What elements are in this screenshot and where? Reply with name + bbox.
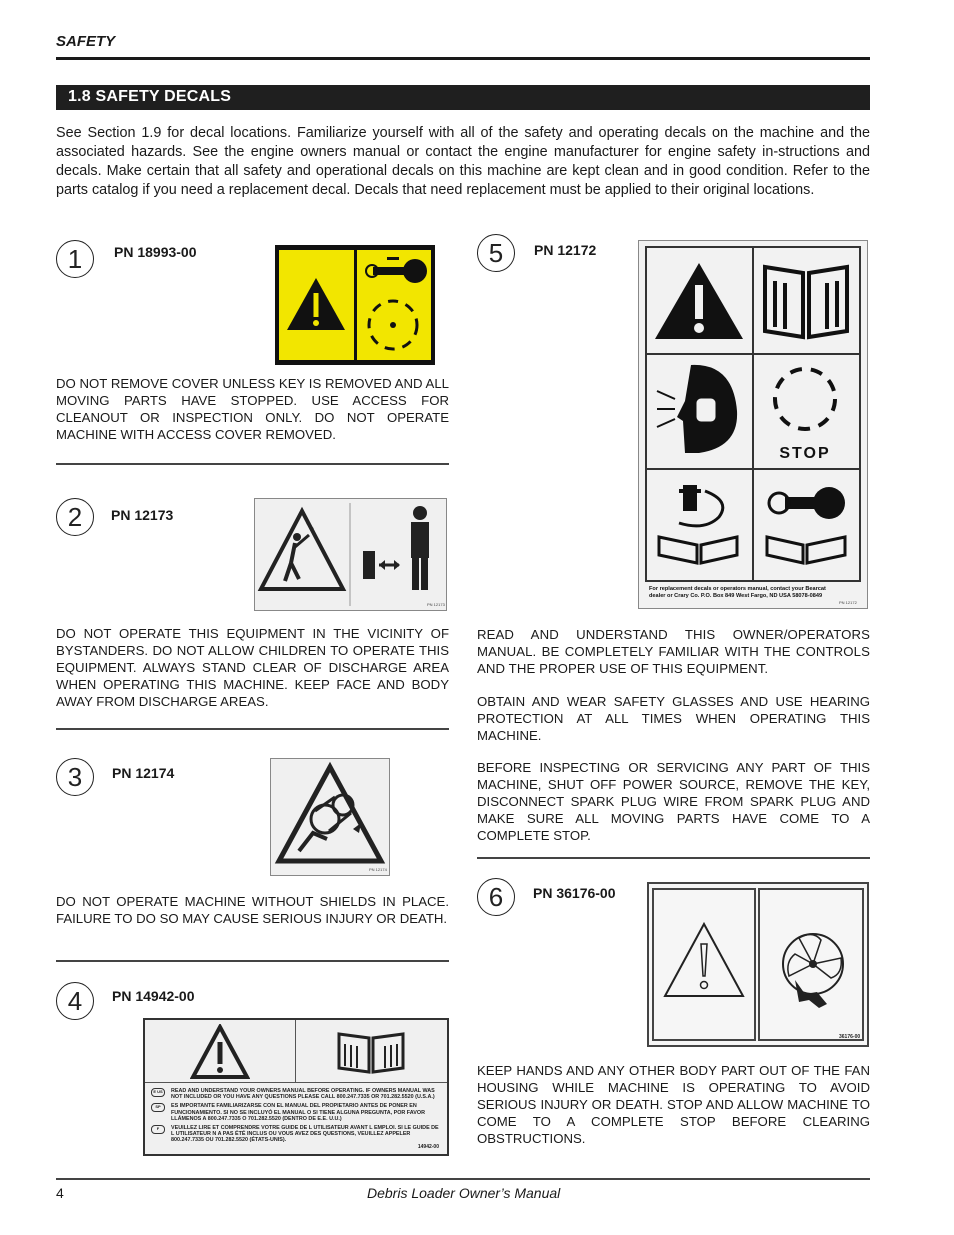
divider — [56, 960, 449, 962]
decal-text-2: DO NOT OPERATE THIS EQUIPMENT IN THE VICINITY OF BYSTANDERS. DO NOT ALLOW CHILDREN TO OPERATE THIS EQUIPMENT. ALWAYS STAND CLEAR OF DISCHARGE AREA WHEN OPERATING THIS MACHINE. KEEP FACE AND BODY AWAY FROM DISCHARGE AREAS. — [56, 626, 449, 709]
decal-text-5b: OBTAIN AND WEAR SAFETY GLASSES AND USE HEARING PROTECTION AT ALL TIMES WHEN OPERATING THIS MACHINE. — [477, 694, 870, 743]
decal-pn-3: PN 12174 — [112, 765, 175, 781]
decal-number-5: 5 — [477, 234, 515, 272]
decal-number-3: 3 — [56, 758, 94, 796]
decal-line-en: READ AND UNDERSTAND YOUR OWNERS MANUAL BEFORE OPERATING. IF OWNERS MANUAL WAS NOT INCLUDED OR YOU HAVE ANY QUESTIONS PLEASE CALL 800.247.7335 OR 701.282.5520 (U.S.A.) — [171, 1088, 435, 1101]
decal-code-3: PN 12174 — [369, 867, 387, 872]
running-header: SAFETY — [56, 33, 116, 50]
manual-book-icon — [335, 1028, 407, 1076]
intro-paragraph: See Section 1.9 for decal locations. Familiarize yourself with all of the safety and operating decals on the machine and the associated hazards. See the engine owners manual or contact the engine manufacturer for engine safety in-structions and decals. Make certain that all safety and operational decals on this machine are kept clean and in good condition. Refer to the parts catalog if you need a replacement decal. Decals that need replacement must be applied to their original locations. — [56, 125, 870, 198]
section-title: 1.8 SAFETY DECALS — [68, 88, 232, 105]
decal-number-6: 6 — [477, 878, 515, 916]
divider — [56, 463, 449, 465]
decal-number-1: 1 — [56, 240, 94, 278]
decal-text-6: KEEP HANDS AND ANY OTHER BODY PART OUT OF THE FAN HOUSING WHILE MACHINE IS OPERATING TO AVOID SERIOUS INJURY OR DEATH. STOP AND ALLOW MACHINE TO COME TO A COMPLETE STOP BEFORE CLEARING OBSTRUCTIONS. — [477, 1063, 870, 1146]
decal-image-1 — [275, 245, 435, 365]
rotating-parts-icon — [775, 369, 835, 429]
decal-pn-5: PN 12172 — [534, 242, 597, 258]
decal-text-3: DO NOT OPERATE MACHINE WITHOUT SHIELDS IN PLACE. FAILURE TO DO SO MAY CAUSE SERIOUS INJURY OR DEATH. — [56, 894, 449, 926]
decal-image-6 — [647, 882, 869, 1047]
decal-code-6: 36176-00 — [839, 1034, 861, 1040]
decal-code-5: PN 12172 — [839, 600, 857, 605]
footer-rule — [56, 1178, 870, 1180]
decal-image-4 — [143, 1018, 449, 1156]
decal-code-2: PN 12173 — [427, 602, 445, 607]
decal-number-4: 4 — [56, 982, 94, 1020]
decal-image-5 — [638, 240, 868, 609]
thrown-object-warning-icon — [261, 511, 343, 589]
divider — [477, 857, 870, 859]
decal-footer-line-1: For replacement decals or operators manual, contact your Bearcat — [649, 586, 826, 592]
decal-pn-4: PN 14942-00 — [112, 988, 195, 1004]
divider — [56, 728, 449, 730]
language-badge-sp: SP — [151, 1103, 165, 1112]
decal-line-fr: VEUILLEZ LIRE ET COMPRENDRE VOTRE GUIDE DE L UTILISATEUR AVANT L EMPLOI. SI LE GUIDE DE L UTILISATEUR N A PAS ÉTÉ INCLUS OU VOUS AVEZ DES QUESTIONS, VEUILLEZ APPELER 800.247.7335 OU 701.282.5520 (ÉTATS-UNIS). — [171, 1125, 439, 1144]
warning-triangle-icon — [190, 1024, 250, 1080]
decal-text-5c: BEFORE INSPECTING OR SERVICING ANY PART OF THIS MACHINE, SHUT OFF POWER SOURCE, REMOVE THE KEY, DISCONNECT SPARK PLUG WIRE FROM SPARK PLUG AND MAKE SURE ALL MOVING PARTS HAVE COME TO A COMPLETE STOP. — [477, 760, 870, 843]
language-badge-fr: F — [151, 1125, 165, 1134]
warning-triangle-icon — [655, 263, 743, 339]
decal-number-2: 2 — [56, 498, 94, 536]
eye-ear-protection-icon — [657, 365, 737, 453]
key-removal-icon — [767, 487, 845, 563]
manual-title: Debris Loader Owner’s Manual — [367, 1185, 561, 1201]
spark-plug-disconnect-icon — [659, 485, 737, 563]
language-badge-en: E US — [151, 1088, 165, 1097]
decal-text-1: DO NOT REMOVE COVER UNLESS KEY IS REMOVED AND ALL MOVING PARTS HAVE STOPPED. USE ACCESS FOR CLEANOUT OR INSPECTION ONLY. DO NOT OPERATE MACHINE WITH ACCESS COVER REMOVED. — [56, 376, 449, 442]
decal-text-5a: READ AND UNDERSTAND THIS OWNER/OPERATORS MANUAL. BE COMPLETELY FAMILIAR WITH THE CONTROLS AND THE PROPER USE OF THIS EQUIPMENT. — [477, 627, 870, 676]
decal-footer-line-2: dealer or Crary Co. P.O. Box 849 West Fargo, ND USA 58078-0849 — [649, 593, 823, 599]
stop-label: STOP — [779, 445, 831, 462]
decal-image-3 — [270, 758, 390, 876]
decal-pn-6: PN 36176-00 — [533, 885, 616, 901]
belt-entanglement-warning-icon — [279, 767, 381, 861]
header-rule — [56, 57, 870, 60]
manual-book-icon — [765, 267, 847, 337]
decal-image-2 — [254, 498, 447, 611]
fan-blade-hand-icon — [783, 934, 843, 1008]
decal-pn-1: PN 18993-00 — [114, 244, 197, 260]
decal-pn-2: PN 12173 — [111, 507, 174, 523]
decal-code-4: 14942-00 — [417, 1144, 439, 1150]
keep-distance-icon — [363, 506, 429, 590]
decal-line-sp: ES IMPORTANTE FAMILIARIZARSE CON EL MANUAL DEL PROPIETARIO ANTES DE PONER EN FUNCIONAMIENTO. SI NO SE INCLUYÓ EL MANUAL O SI TIENE ALGUNA PREGUNTA, POR FAVOR LLÁMENOS A 800.247.7335 O 701.282.5520 (DENTRO DE E.E. U.U.) — [171, 1103, 425, 1122]
warning-triangle-icon — [665, 924, 743, 996]
page-number: 4 — [56, 1185, 64, 1201]
